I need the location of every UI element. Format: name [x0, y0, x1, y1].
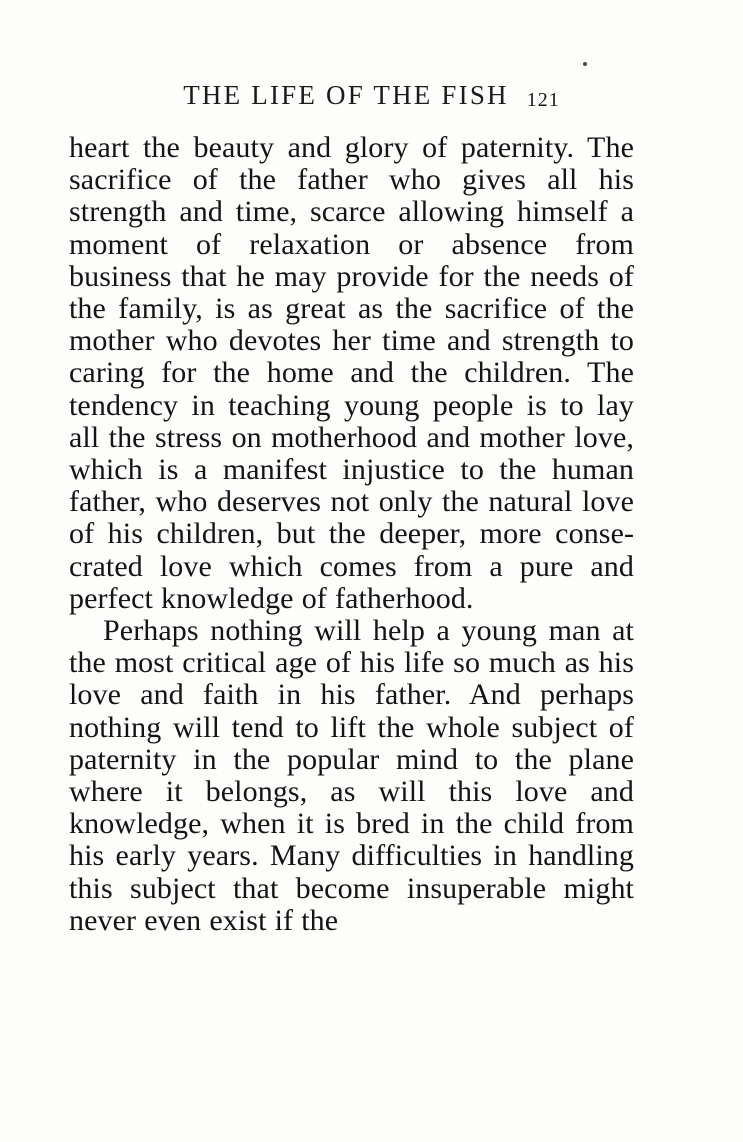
paragraph-1: heart the beauty and glory of paternity. The sacrifice of the father who gives all his strength and time, scarce allowing himself a moment of relaxation or absence from business that he may provide for the needs of the family, is as great as the sacrifice of the mother who devotes her time and strength to caring for the home and the children. The tendency in teaching young people is to lay all the stress on motherhood and mother love, which is a manifest injustice to the human father, who deserves not only the natural love of his children, but the deeper, more consecrated love which comes from a pure and perfect knowledge of fatherhood. — [69, 131, 634, 615]
body-text — [69, 132, 634, 937]
paragraph-2: Perhaps nothing will help a young man at the most critical age of his life so much as his love and faith in his father. And perhaps nothing will tend to lift the whole subject of paternity in the popular mind to the plane where it belongs, as will this love and knowledge, when it is bred in the child from his early years. Many difficulties in handling this subject that become insuperable might never even exist if the — [69, 614, 634, 937]
running-head — [0, 80, 743, 111]
page-number: 121 — [526, 89, 560, 111]
ink-speck — [583, 62, 587, 66]
running-head-title: THE LIFE OF THE FISH — [183, 80, 509, 110]
